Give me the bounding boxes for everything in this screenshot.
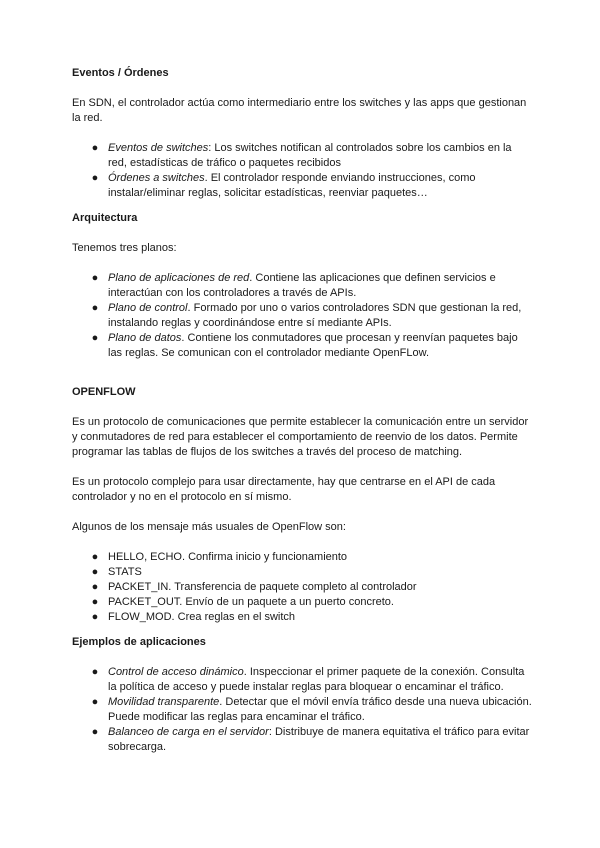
eventos-list xyxy=(72,141,532,201)
bullet-icon: ● xyxy=(91,332,99,344)
list-item xyxy=(72,595,532,610)
ejemplos-list xyxy=(72,665,532,755)
item-text: : Los switches notifican al controlados sobre los cambios en la red, estadísticas de tráfico o paquetes recibidos xyxy=(108,142,512,169)
bullet-icon: ● xyxy=(91,611,99,623)
list-item xyxy=(72,171,532,201)
item-text: . Inspeccionar el primer paquete de la conexión. Consulta la política de acceso y puede instalar reglas para bloquear o encaminar el tráfico. xyxy=(108,666,525,693)
section-heading-openflow: OPENFLOW xyxy=(72,386,136,398)
item-text: HELLO, ECHO. Confirma inicio y funcionamiento xyxy=(108,551,348,563)
eventos-intro: En SDN, el controlador actúa como intermediario entre los switches y las apps que gestionan la red. xyxy=(72,97,527,124)
item-text: PACKET_OUT. Envío de un paquete a un puerto concreto. xyxy=(108,596,394,608)
section-heading-eventos: Eventos / Órdenes xyxy=(72,67,169,79)
section-heading-arquitectura: Arquitectura xyxy=(72,212,138,224)
bullet-icon: ● xyxy=(91,696,99,708)
openflow-messages-list xyxy=(72,550,532,625)
bullet-icon: ● xyxy=(91,666,99,678)
item-lead: Plano de datos xyxy=(108,332,182,344)
bullet-icon: ● xyxy=(91,581,99,593)
list-item xyxy=(72,271,532,301)
list-item xyxy=(72,550,532,565)
arquitectura-list xyxy=(72,271,532,361)
item-lead: Control de acceso dinámico xyxy=(108,666,244,678)
item-text: PACKET_IN. Transferencia de paquete completo al controlador xyxy=(108,581,417,593)
bullet-icon: ● xyxy=(91,142,99,154)
item-lead: Movilidad transparente xyxy=(108,696,220,708)
item-text: . Detectar que el móvil envía tráfico desde una nueva ubicación. Puede modificar las reglas para encaminar el tráfico. xyxy=(108,696,532,723)
openflow-paragraph-2: Es un protocolo complejo para usar directamente, hay que centrarse en el API de cada controlador y no en el protocolo en sí mismo. xyxy=(72,476,496,503)
item-lead: Plano de aplicaciones de red xyxy=(108,272,250,284)
bullet-icon: ● xyxy=(91,566,99,578)
bullet-icon: ● xyxy=(91,596,99,608)
item-lead: Órdenes a switches xyxy=(108,172,205,184)
list-item xyxy=(72,301,532,331)
bullet-icon: ● xyxy=(91,726,99,738)
bullet-icon: ● xyxy=(91,302,99,314)
item-text: STATS xyxy=(108,566,142,578)
item-text: . El controlador responde enviando instrucciones, como instalar/eliminar reglas, solicitar estadísticas, reenviar paquetes… xyxy=(108,172,476,199)
bullet-icon: ● xyxy=(91,272,99,284)
item-text: FLOW_MOD. Crea reglas en el switch xyxy=(108,611,296,623)
list-item xyxy=(72,565,532,580)
arquitectura-intro: Tenemos tres planos: xyxy=(72,242,177,254)
item-text: : Distribuye de manera equitativa el tráfico para evitar sobrecarga. xyxy=(108,726,530,753)
openflow-paragraph-3: Algunos de los mensaje más usuales de OpenFlow son: xyxy=(72,521,346,533)
item-text: . Contiene los conmutadores que procesan y reenvían paquetes bajo las reglas. Se comunican con el controlador mediante OpenFLow. xyxy=(108,332,518,359)
item-lead: Balanceo de carga en el servidor xyxy=(108,726,269,738)
list-item xyxy=(72,695,532,725)
list-item xyxy=(72,665,532,695)
item-lead: Eventos de switches xyxy=(108,142,209,154)
section-heading-ejemplos: Ejemplos de aplicaciones xyxy=(72,636,206,648)
list-item xyxy=(72,725,532,755)
document-content xyxy=(72,66,532,755)
list-item xyxy=(72,580,532,595)
bullet-icon: ● xyxy=(91,172,99,184)
bullet-icon: ● xyxy=(91,551,99,563)
item-text: . Formado por uno o varios controladores SDN que gestionan la red, instalando reglas y coordinándose entre sí mediante APIs. xyxy=(108,302,522,329)
list-item xyxy=(72,141,532,171)
list-item xyxy=(72,331,532,361)
item-text: . Contiene las aplicaciones que definen servicios e interactúan con los controladores a través de APIs. xyxy=(108,272,496,299)
item-lead: Plano de control xyxy=(108,302,188,314)
openflow-paragraph-1: Es un protocolo de comunicaciones que permite establecer la comunicación entre un servidor y conmutadores de red para establecer el comportamiento de reenvio de los datos. Permite programar las tablas de flujos de los switches a través del proceso de matching. xyxy=(72,416,529,458)
list-item xyxy=(72,610,532,625)
